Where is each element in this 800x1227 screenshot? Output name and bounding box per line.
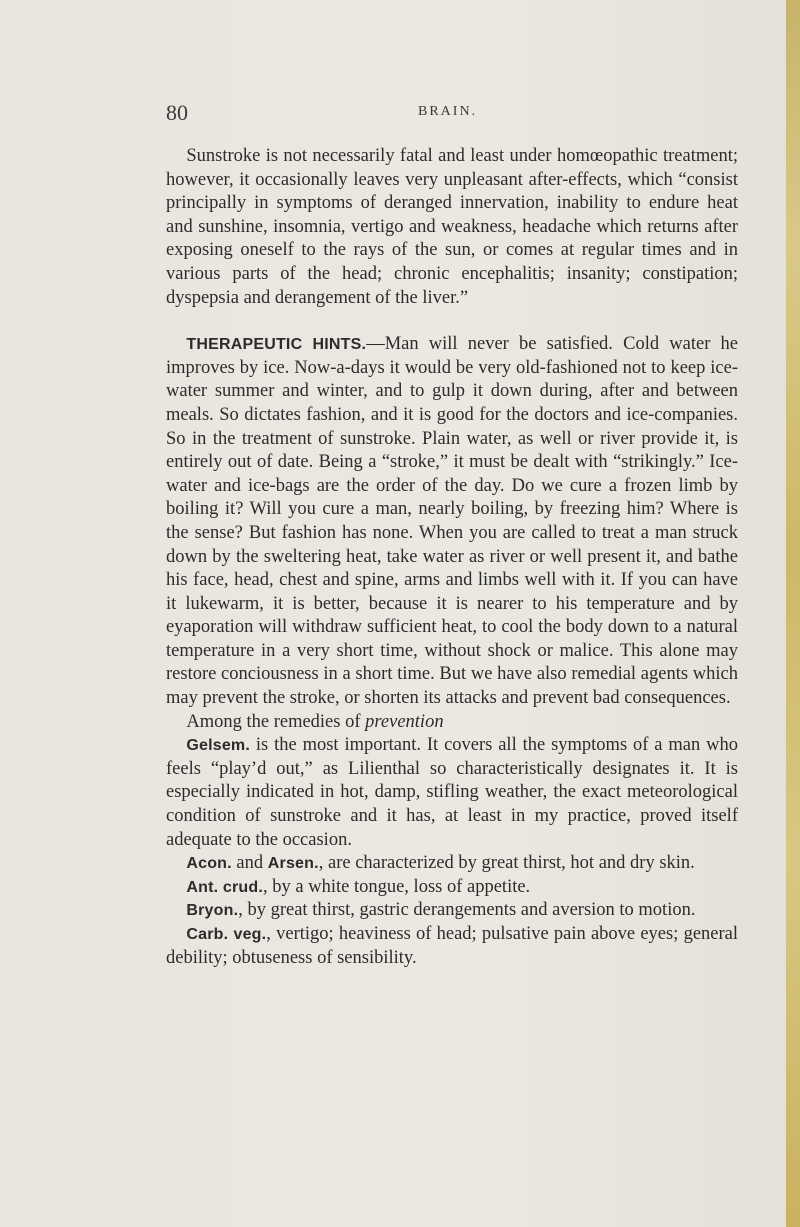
remedy-gelsem: Gelsem. is the most important. It covers all the symptoms of a man who feels “play’d out,” as Lilienthal so characteristically designates it. It is especially indicated in hot, damp, stifling weather, the exact meteorological condition of sunstroke and it has, at least in my practice, proved itself adequate to the occasion. <box>166 735 738 850</box>
remedy-acon-arsen: Acon. and Arsen., are characterized by great thirst, hot and dry skin. <box>186 853 695 874</box>
remedy-name: Arsen. <box>267 855 319 873</box>
remedy-bryon: Bryon., by great thirst, gastric derangements and aversion to motion. <box>186 900 696 921</box>
paragraph-sunstroke-effects: Sunstroke is not necessarily fatal and least under homœopathic treatment; however, it occasionally leaves very unpleasant after-effects, which “consist principally in symptoms of deranged innervation, inability to endure heat and sunshine, insomnia, vertigo and weakness, headache which returns after exposing oneself to the rays of the sun, or comes at regular times and in various parts of the head; chronic encephalitis; insanity; constipation; dyspepsia and derangement of the liver.” <box>166 146 738 308</box>
italic-prevention: prevention <box>365 711 444 732</box>
remedy-name: Gelsem. <box>186 737 251 755</box>
page-number: 80 <box>166 100 188 125</box>
remedy-name: Bryon. <box>186 902 239 920</box>
page-edge <box>786 0 800 1227</box>
body-text <box>166 145 738 970</box>
paragraph-therapeutic-hints: THERAPEUTIC HINTS.—Man will never be satisfied. Cold water he improves by ice. Now-a-days it would be very old-fashioned not to keep ice-water summer and winter, and to gulp it down during, after and between meals. So dictates fashion, and it is good for the doctors and ice-companies. So in the treatment of sunstroke. Plain water, as well or river provide it, is entirely out of date. Being a “stroke,” it must be dealt with “strikingly.” Ice-water and ice-bags are the order of the day. Do we cure a frozen limb by boiling it? Will you cure a man, nearly boiling, by freezing him? Where is the sense? But fashion has none. When you are called to treat a man struck down by the sweltering heat, take water as river or well present it, and bathe his face, head, chest and spine, arms and limbs well with it. If you can have it lukewarm, it is better, because it is nearer to his temperature and by eyaporation will withdraw sufficient heat, to cool the body down to a natural temperature in a very short time, without shock or malice. This alone may restore conciousness in a short time. But we have also remedial agents which may prevent the stroke, or shorten its attacks and prevent bad consequences. <box>166 334 738 709</box>
remedy-carb-veg: Carb. veg., vertigo; heaviness of head; pulsative pain above eyes; general debility; obtuseness of sensibility. <box>166 924 739 968</box>
page-header <box>166 100 736 126</box>
paragraph-prevention: Among the remedies of prevention <box>186 711 444 732</box>
section-heading: THERAPEUTIC HINTS. <box>186 336 367 354</box>
remedy-name: Ant. crud. <box>186 878 264 896</box>
remedy-ant-crud: Ant. crud., by a white tongue, loss of appetite. <box>186 876 531 897</box>
remedy-name: Acon. <box>186 855 232 873</box>
remedy-name: Carb. veg. <box>186 926 267 943</box>
running-head: BRAIN. <box>418 104 478 119</box>
